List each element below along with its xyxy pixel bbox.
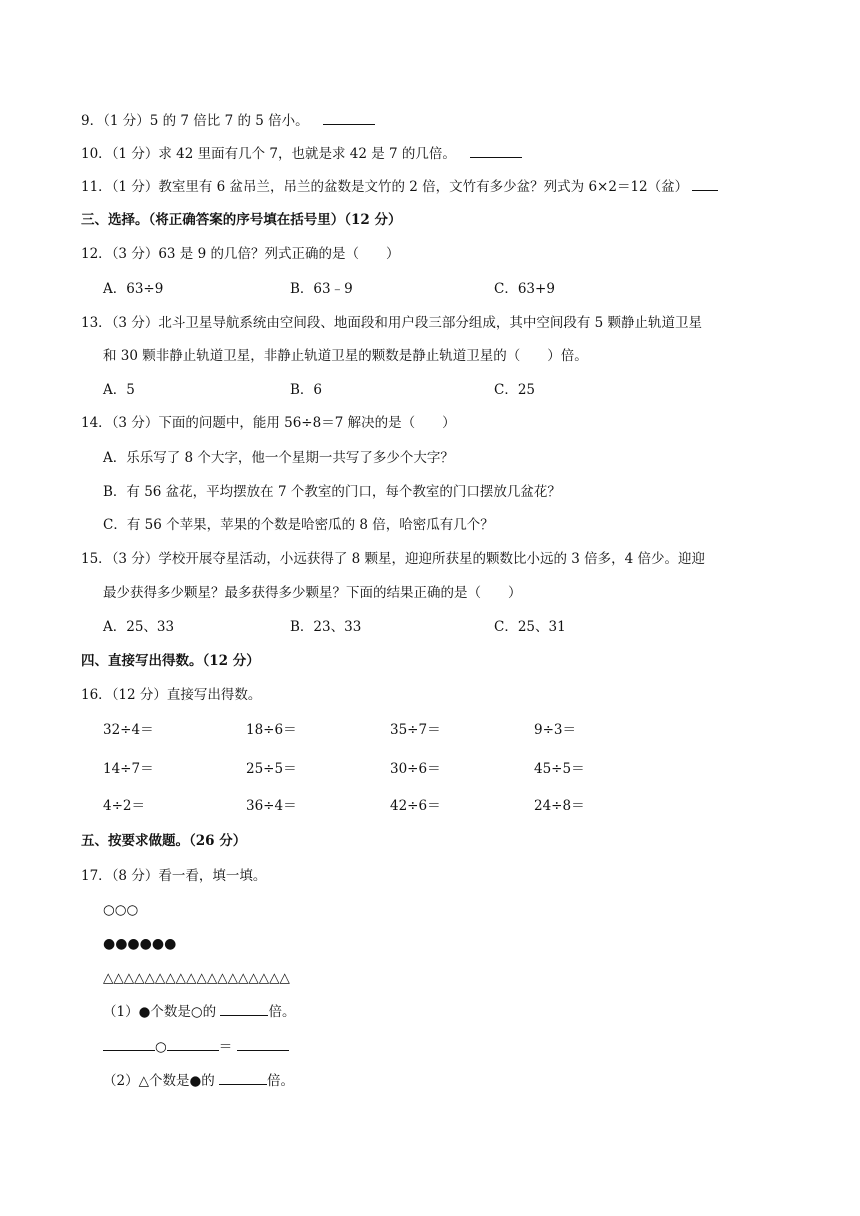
q17-sub2: （2）△个数是●的 倍。 (103, 1073, 295, 1089)
answer-blank[interactable] (470, 145, 522, 158)
dots-row: ●●●●●● (103, 936, 177, 952)
calc-item: 42÷6＝ (390, 798, 441, 814)
option-a[interactable]: A．63÷9 (103, 281, 164, 297)
answer-blank[interactable] (167, 1038, 219, 1051)
question-13 (81, 314, 702, 332)
question-text: （8 分）看一看，填一填。 (111, 868, 267, 884)
question-9 (81, 112, 375, 130)
option-a[interactable]: A．5 (103, 382, 135, 398)
question-number: 14． (81, 415, 112, 431)
option-c[interactable]: C．有 56 个苹果，苹果的个数是哈密瓜的 8 倍，哈密瓜有几个？ (103, 517, 494, 533)
option-c[interactable]: C．25、31 (494, 619, 566, 635)
question-text: （1 分）5 的 7 倍比 7 的 5 倍小。 (103, 113, 309, 129)
option-c[interactable]: C．25 (494, 382, 536, 398)
question-17 (81, 867, 266, 885)
question-text: （3 分）63 是 9 的几倍？列式正确的是（ ） (111, 246, 400, 262)
option-a[interactable]: A．25、33 (103, 619, 175, 635)
calc-item: 24÷8＝ (534, 798, 585, 814)
question-12 (81, 245, 399, 263)
question-11 (81, 178, 718, 196)
question-14 (81, 414, 456, 432)
circles-row: ○○○ (103, 902, 139, 918)
triangles-row: △△△△△△△△△△△△△△△△△△ (103, 970, 290, 986)
q17-sub1: （1）●个数是○的 倍。 (103, 1004, 296, 1020)
question-text: （3 分）下面的问题中，能用 56÷8＝7 解决的是（ ） (111, 415, 456, 431)
answer-blank[interactable] (237, 1038, 289, 1051)
option-c[interactable]: C．63+9 (494, 281, 555, 297)
calc-item: 14÷7＝ (103, 761, 154, 777)
calc-item: 32÷4＝ (103, 722, 154, 738)
question-10 (81, 145, 522, 163)
calc-item: 30÷6＝ (390, 761, 441, 777)
question-number: 10． (81, 146, 112, 162)
question-text-line1: （3 分）北斗卫星导航系统由空间段、地面段和用户段三部分组成，其中空间段有 5 颗静止轨道卫星 (111, 315, 702, 331)
option-b[interactable]: B．6 (290, 382, 323, 398)
question-16 (81, 686, 261, 704)
calc-item: 35÷7＝ (390, 722, 441, 738)
option-b[interactable]: B．有 56 盆花，平均摆放在 7 个教室的门口，每个教室的门口摆放几盆花？ (103, 484, 561, 500)
question-13-line2: 和 30 颗非静止轨道卫星，非静止轨道卫星的颗数是静止轨道卫星的（ ）倍。 (103, 348, 588, 364)
question-text-line1: （3 分）学校开展夺星活动，小远获得了 8 颗星，迎迎所获星的颗数比小远的 3 倍多，4 倍少。迎迎 (111, 551, 706, 567)
question-number: 16． (81, 687, 112, 703)
question-number: 15． (81, 551, 112, 567)
question-text: （1 分）求 42 里面有几个 7，也就是求 42 是 7 的几倍。 (111, 146, 456, 162)
question-text: （1 分）教室里有 6 盆吊兰，吊兰的盆数是文竹的 2 倍，文竹有多少盆？列式为 6×2＝12（盆） (111, 179, 689, 195)
answer-blank[interactable] (692, 178, 718, 191)
calc-item: 18÷6＝ (246, 722, 297, 738)
section-3-heading: 三、选择。（将正确答案的序号填在括号里）（12 分） (81, 212, 402, 228)
section-4-heading: 四、直接写出得数。（12 分） (81, 653, 260, 669)
question-number: 17． (81, 868, 112, 884)
q17-equation: ○ ＝ (103, 1038, 289, 1056)
calc-item: 36÷4＝ (246, 798, 297, 814)
answer-blank[interactable] (323, 112, 375, 125)
question-15-line2: 最少获得多少颗星？最多获得多少颗星？下面的结果正确的是（ ） (103, 585, 522, 601)
calc-item: 25÷5＝ (246, 761, 297, 777)
question-number: 12． (81, 246, 112, 262)
question-15 (81, 550, 705, 568)
option-a[interactable]: A．乐乐写了 8 个大字，他一个星期一共写了多少个大字？ (103, 450, 454, 466)
question-number: 13． (81, 315, 112, 331)
calc-item: 9÷3＝ (534, 722, 576, 738)
answer-blank[interactable] (219, 1072, 267, 1085)
calc-item: 4÷2＝ (103, 798, 145, 814)
question-number: 9． (81, 113, 104, 129)
option-b[interactable]: B．63﹣9 (290, 281, 353, 297)
option-b[interactable]: B．23、33 (290, 619, 362, 635)
question-text: （12 分）直接写出得数。 (111, 687, 262, 703)
answer-blank[interactable] (103, 1038, 155, 1051)
section-5-heading: 五、按要求做题。（26 分） (81, 833, 247, 849)
calc-item: 45÷5＝ (534, 761, 585, 777)
question-number: 11． (81, 179, 112, 195)
answer-blank[interactable] (220, 1003, 268, 1016)
